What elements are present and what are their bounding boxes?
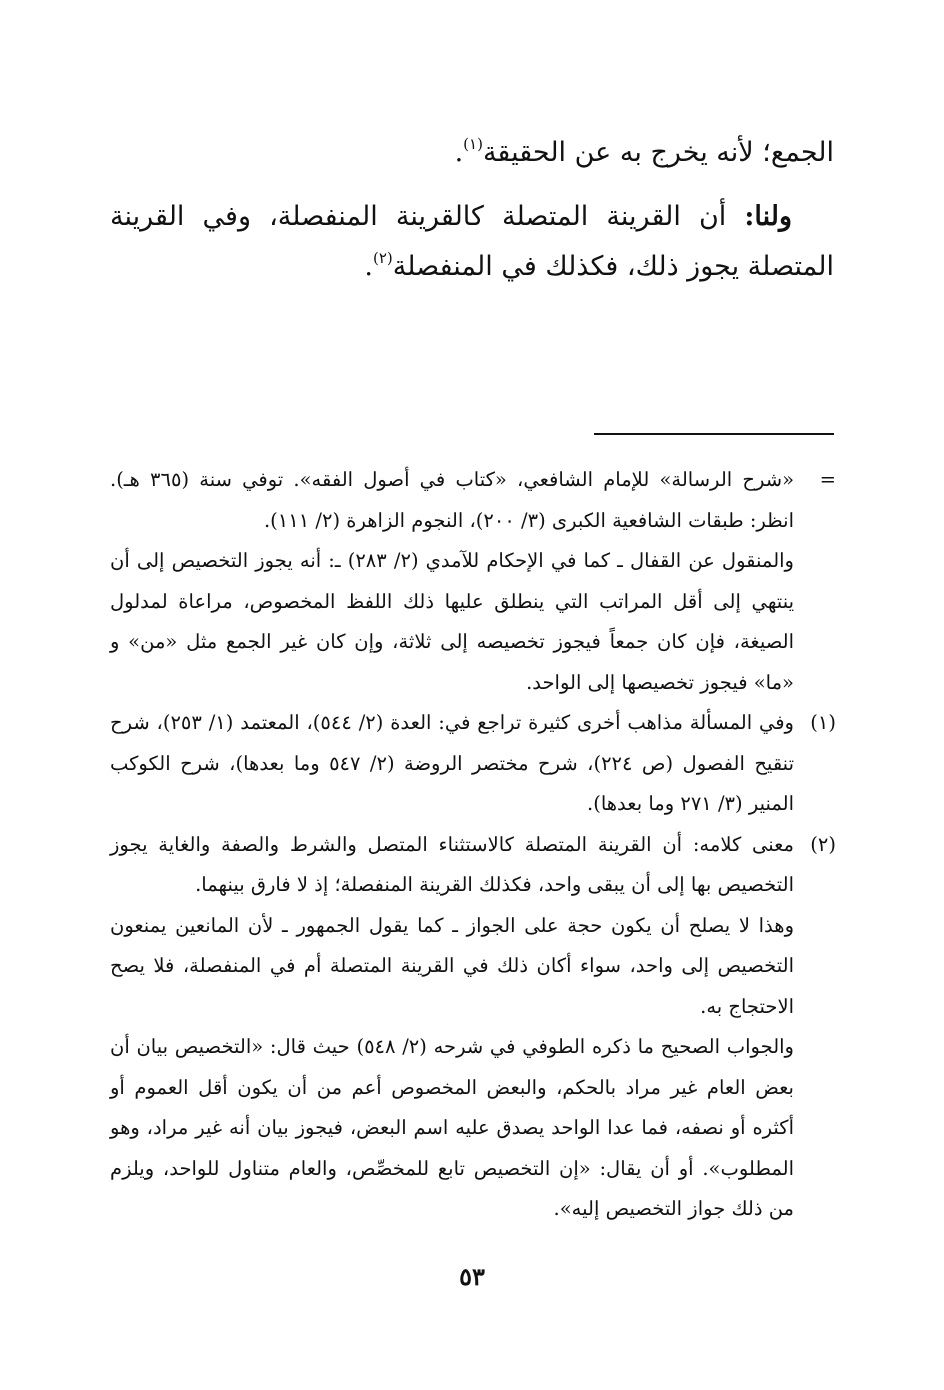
main-paragraph-1-end: . — [454, 137, 464, 168]
main-paragraph-2-lead: ولنا: — [744, 201, 792, 232]
footnote-1-paragraph-1: وفي المسألة مذاهب أخرى كثيرة تراجع في: العدة (٢/ ٥٤٤)، المعتمد (١/ ٢٥٣)، شرح تنقيح الفصول (ص ٢٢٤)، شرح مختصر الروضة (٢/ ٥٤٧ وما بعدها)، شرح الكوكب المنير (٣/ ٢٧١ وما بعدها). — [110, 711, 794, 815]
footnote-continuation — [110, 460, 834, 703]
footnote-2-marker: (٢) — [810, 832, 836, 856]
footnote-1 — [110, 703, 834, 825]
main-paragraph-2-text: أن القرينة المتصلة كالقرينة المنفصلة، وفي القرينة المتصلة يجوز ذلك، فكذلك في المنفصلة — [110, 201, 834, 282]
footnote-2 — [110, 825, 834, 1230]
footnote-ref-1: (١) — [463, 135, 483, 153]
footnote-2-paragraph-1: معنى كلامه: أن القرينة المتصلة كالاستثناء المتصل والشرط والصفة والغاية يجوز التخصيص بها إلى أن يبقى واحد، فكذلك القرينة المنفصلة؛ إذ لا فارق بينهما. — [110, 832, 794, 896]
footnote-2-paragraph-2: وهذا لا يصلح أن يكون حجة على الجواز ـ كما يقول الجمهور ـ لأن المانعين يمنعون التخصيص إلى واحد، سواء أكان ذلك في القرينة المتصلة أم في المنفصلة، فلا يصح الاحتجاج به. — [110, 913, 794, 1018]
main-paragraph-2 — [110, 192, 834, 292]
footnote-ref-2: (٢) — [372, 249, 393, 267]
main-paragraph-1 — [110, 128, 834, 178]
main-paragraph-2-end: . — [364, 251, 373, 282]
book-page — [110, 0, 834, 1390]
continuation-paragraph-1: «شرح الرسالة» للإمام الشافعي، «كتاب في أصول الفقه». توفي سنة (٣٦٥ هـ). انظر: طبقات الشافعية الكبرى (٣/ ٢٠٠)، النجوم الزاهرة (٢/ ١١١). — [110, 468, 794, 532]
main-text — [110, 128, 834, 292]
footnotes — [110, 460, 834, 1230]
page-number: ٥٣ — [459, 1262, 485, 1291]
footnote-separator — [594, 433, 834, 435]
footnote-1-marker: (١) — [810, 711, 836, 734]
main-paragraph-1-text: الجمع؛ لأنه يخرج به عن الحقيقة — [482, 137, 834, 168]
continuation-paragraph-2: والمنقول عن القفال ـ كما في الإحكام للآمدي (٢/ ٢٨٣) ـ: أنه يجوز التخصيص إلى أن ينتهي إلى أقل المراتب التي ينطلق عليها ذلك اللفظ المخصوص، مراعاة لمدلول الصيغة، فإن كان جمعاً فيجوز تخصيصه إلى ثلاثة، وإن كان غير الجمع مثل «من» و «ما» فيجوز تخصيصها إلى الواحد. — [110, 549, 794, 694]
footnote-2-paragraph-3: والجواب الصحيح ما ذكره الطوفي في شرحه (٢/ ٥٤٨) حيث قال: «التخصيص بيان أن بعض العام غير مراد بالحكم، والبعض المخصوص أعم من أن يكون أقل العموم أو أكثره أو نصفه، فما عدا الواحد يصدق عليه اسم البعض، فيجوز بيان أنه غير مراد، وهو المطلوب». أو أن يقال: «إن التخصيص تابع للمخصِّص، والعام متناول للواحد، ويلزم من ذلك جواز التخصيص إليه». — [110, 1035, 794, 1220]
continuation-marker: = — [819, 468, 836, 491]
